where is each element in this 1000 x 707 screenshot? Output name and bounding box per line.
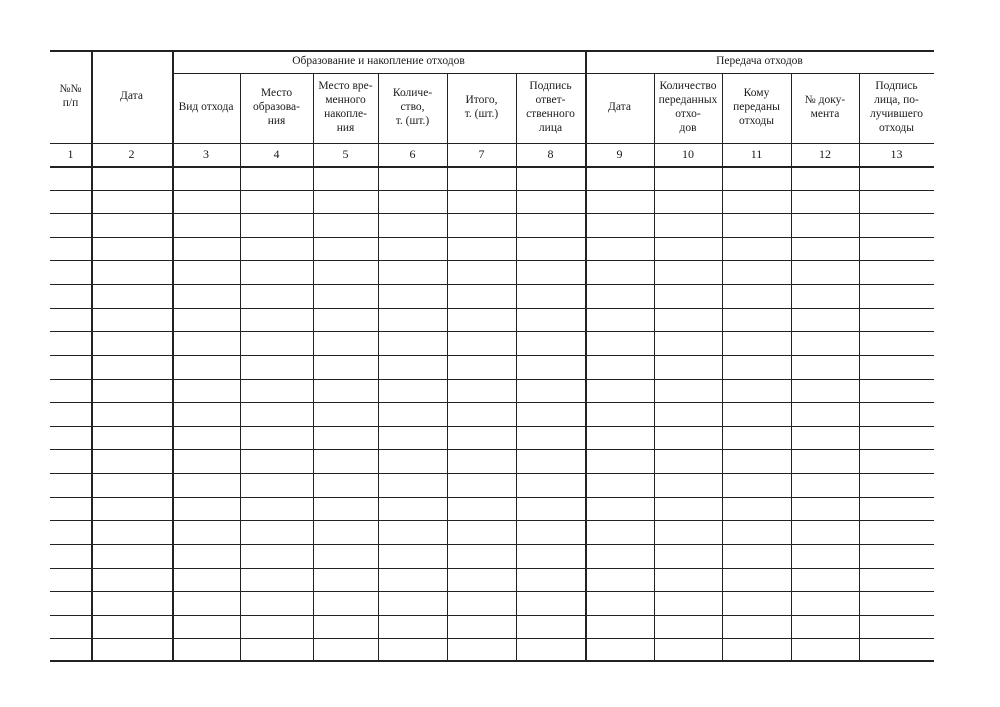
subheader-col-12-text: № доку- мента (804, 94, 846, 120)
column-number-text: 4 (273, 147, 280, 162)
table-row-line (50, 615, 934, 616)
subheader-col-11 (722, 73, 791, 143)
group-formation-header (172, 50, 585, 73)
subheader-col-7-text: Итого, т. (шт.) (464, 94, 499, 120)
subheader-col-13 (859, 73, 934, 143)
column-number-text: 7 (478, 147, 485, 162)
subheader-col-8-text: Подпись ответ- ственного лица (526, 80, 575, 134)
table-row-line (50, 402, 934, 403)
column-number (91, 143, 172, 166)
subheader-col-9 (585, 73, 654, 143)
table-row-line (50, 591, 934, 592)
column-number-bottom-line (50, 166, 934, 168)
column-number-text: 11 (750, 147, 763, 162)
table-row-line (50, 379, 934, 380)
subheader-col-6 (378, 73, 447, 143)
column-number (791, 143, 859, 166)
column-number (447, 143, 516, 166)
column-number (859, 143, 934, 166)
group-transfer-header-text: Передача отходов (716, 54, 803, 67)
subheader-col-10-text: Количество переданных отхо- дов (658, 80, 718, 134)
subheader-col-5 (313, 73, 378, 143)
column-number (516, 143, 585, 166)
table-row-line (50, 284, 934, 285)
table-row-line (50, 638, 934, 639)
table-row-line (50, 449, 934, 450)
waste-log-table (50, 50, 934, 662)
column-number-text: 12 (819, 147, 831, 162)
group-transfer-header (585, 50, 934, 73)
column-number-text: 5 (342, 147, 349, 162)
table-row-line (50, 497, 934, 498)
subheader-col-3-text: Вид отхода (178, 101, 234, 114)
column-number-text: 13 (890, 147, 903, 162)
column-number-text: 9 (616, 147, 623, 162)
subheader-col-6-text: Количе- ство, т. (шт.) (392, 87, 433, 127)
subheader-col-4 (240, 73, 313, 143)
group-formation-header-text: Образование и накопление отходов (292, 54, 465, 67)
column-number (378, 143, 447, 166)
table-row-line (50, 308, 934, 309)
subheader-col-5-text: Место вре- менного накопле- ния (318, 80, 373, 134)
subheader-col-7 (447, 73, 516, 143)
table-row-line (50, 568, 934, 569)
column-number-text: 10 (682, 147, 694, 162)
column-number (654, 143, 722, 166)
column-number (172, 143, 240, 166)
subheader-col-4-text: Место образова- ния (253, 87, 300, 127)
subheader-col-11-text: Кому переданы отходы (733, 87, 780, 127)
header-date (91, 50, 172, 143)
header-date-text: Дата (120, 89, 143, 102)
table-row-line (50, 331, 934, 332)
subheader-col-13-text: Подпись лица, по- лучившего отходы (870, 80, 923, 134)
column-number-text: 8 (547, 147, 554, 162)
table-bottom-border (50, 660, 934, 662)
table-row-line (50, 520, 934, 521)
column-number-text: 2 (128, 147, 135, 162)
column-number (722, 143, 791, 166)
table-row-line (50, 260, 934, 261)
subheader-col-10 (654, 73, 722, 143)
table-row-line (50, 213, 934, 214)
table-row-line (50, 544, 934, 545)
table-row-line (50, 190, 934, 191)
table-row-line (50, 426, 934, 427)
subheader-col-8 (516, 73, 585, 143)
column-number (313, 143, 378, 166)
subheader-col-9-text: Дата (608, 101, 631, 114)
subheader-col-3 (172, 73, 240, 143)
column-number (50, 143, 91, 166)
header-row-number-text: №№ п/п (59, 82, 82, 109)
table-row-line (50, 473, 934, 474)
column-number-text: 6 (409, 147, 416, 162)
header-row-number (50, 50, 91, 143)
column-number-text: 1 (67, 147, 74, 162)
table-row-line (50, 237, 934, 238)
column-number (240, 143, 313, 166)
column-number (585, 143, 654, 166)
subheader-col-12 (791, 73, 859, 143)
table-row-line (50, 355, 934, 356)
column-number-text: 3 (203, 147, 209, 162)
